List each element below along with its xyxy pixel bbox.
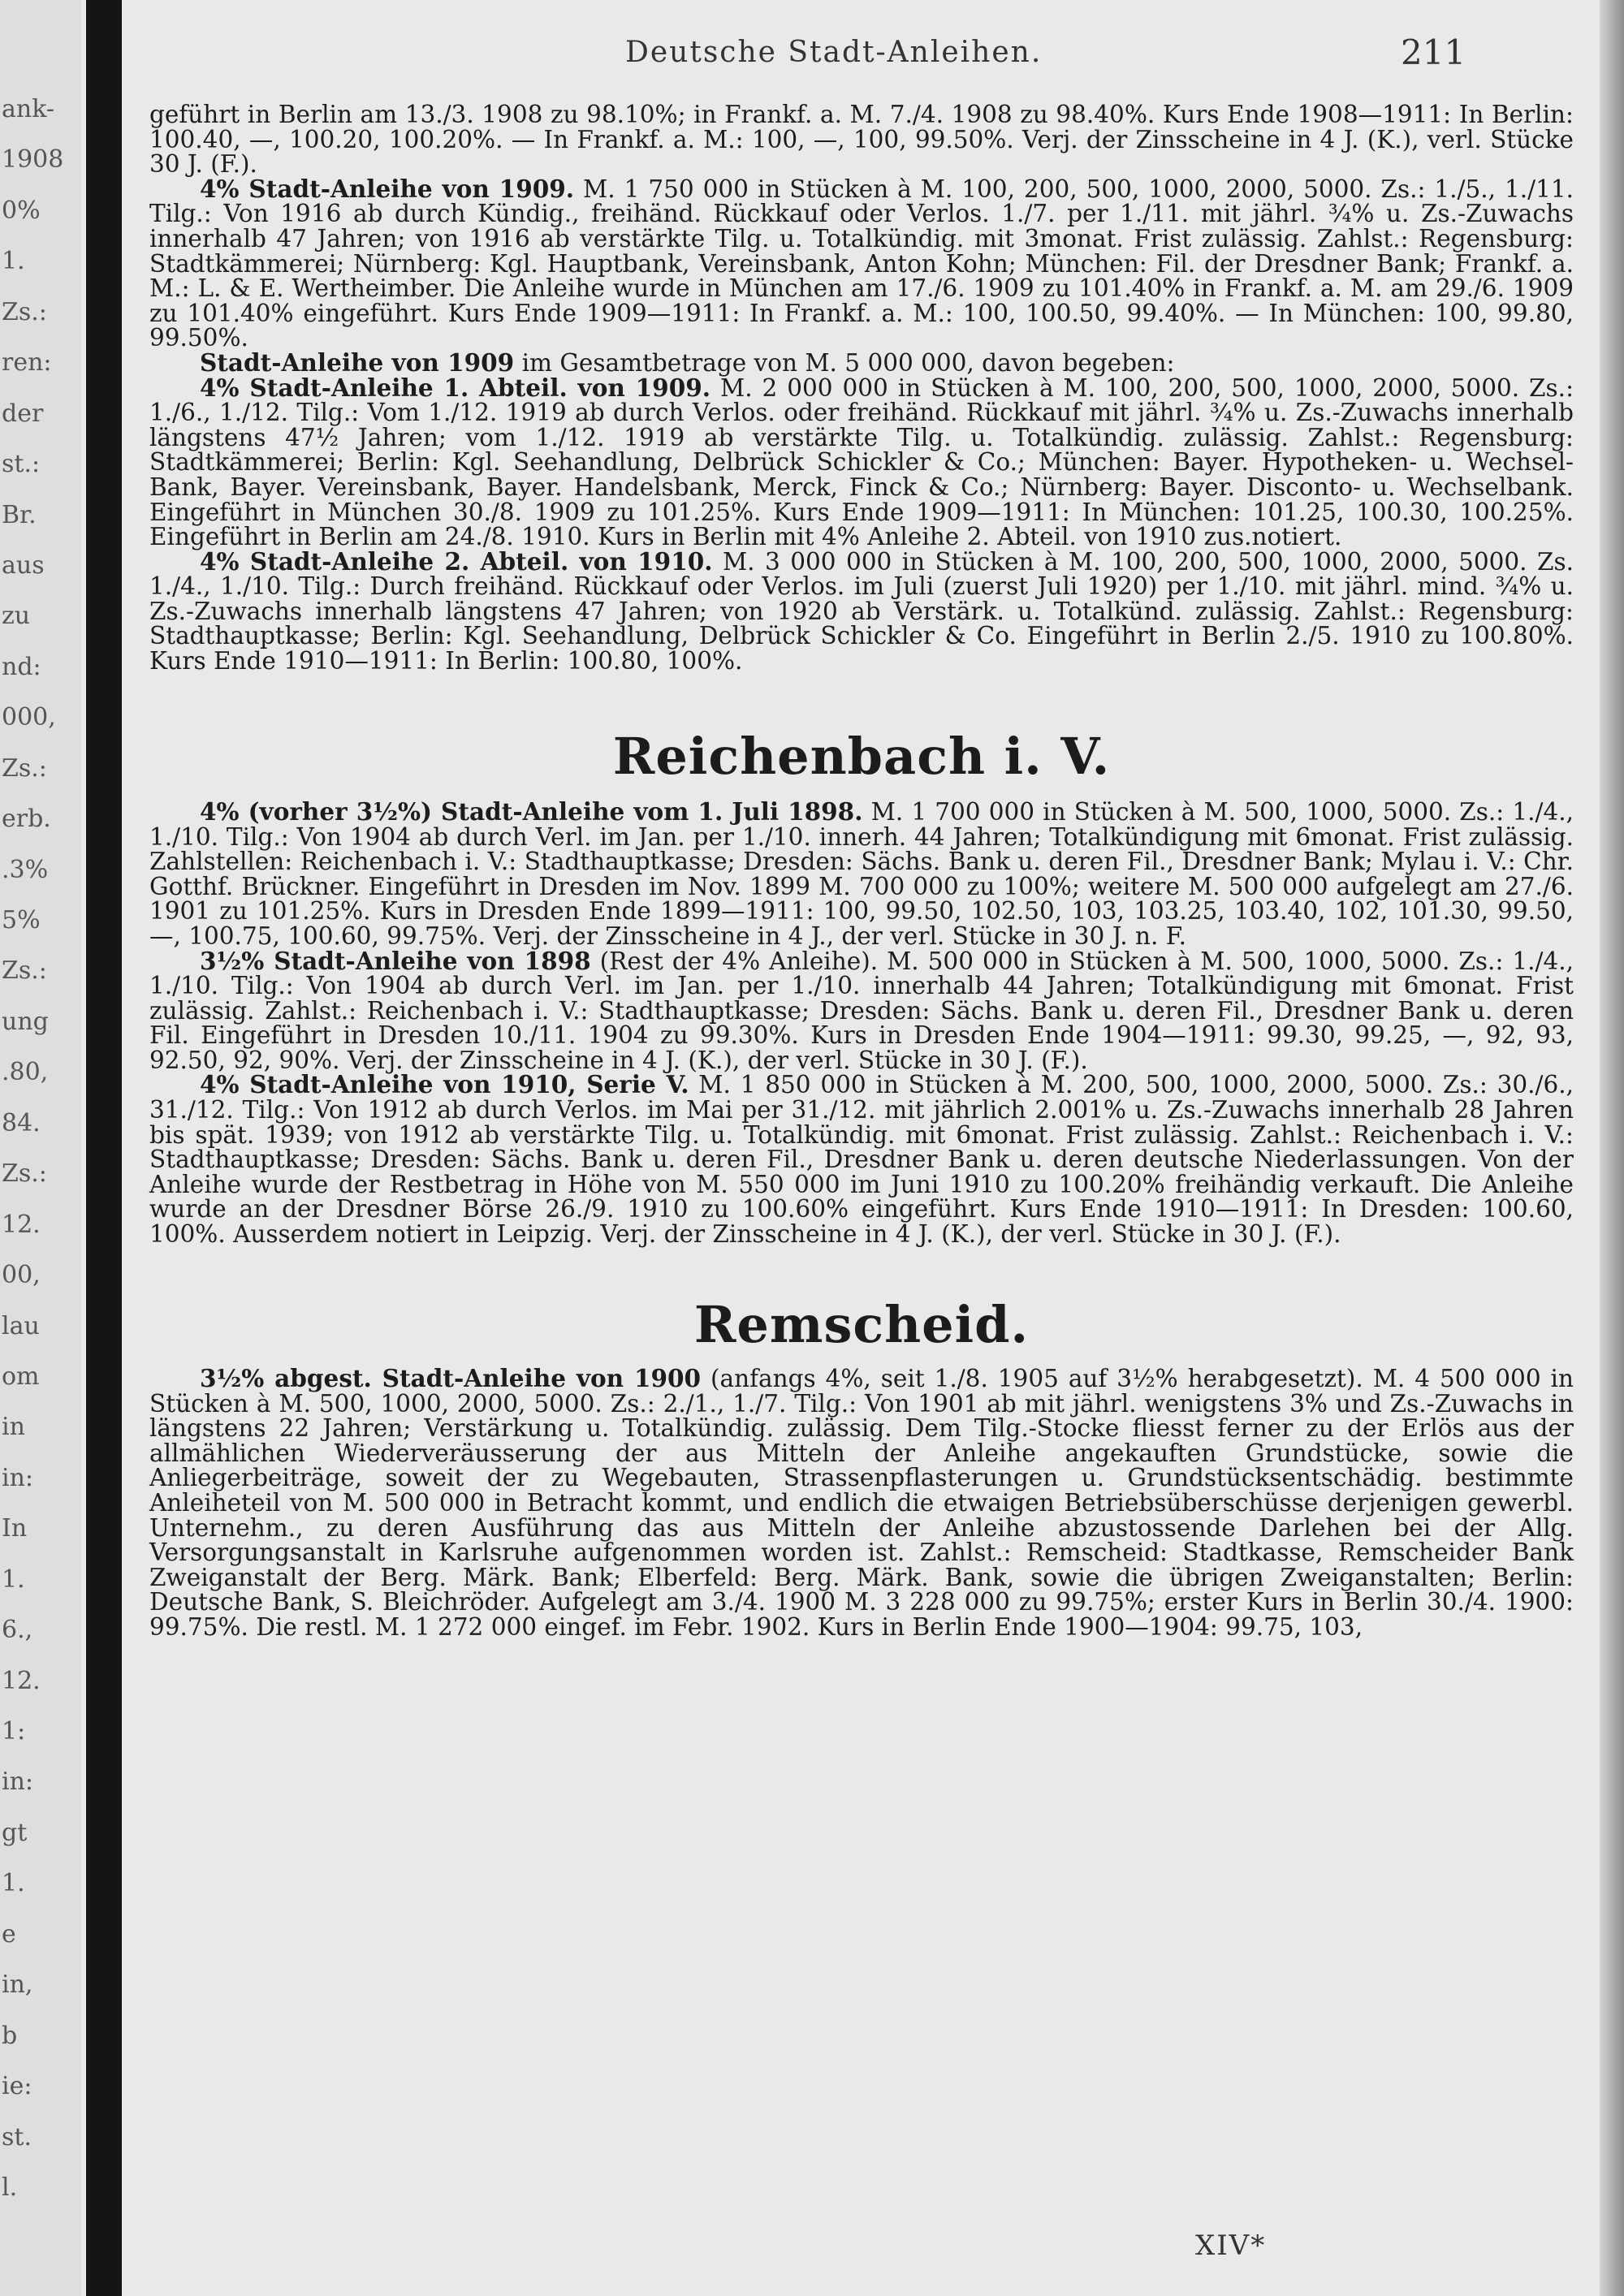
previous-page-fragment: in, [2,1970,33,2000]
previous-page-fragment: 12. [2,1210,41,1239]
continued-entry [149,102,1574,674]
paragraph-lead: 4% Stadt-Anleihe von 1909. [200,174,575,203]
paragraph [149,174,1574,352]
section-heading-reichenbach: Reichenbach i. V. [612,726,1111,786]
section-remscheid [149,1363,1574,1641]
page-number: 211 [1401,32,1466,72]
previous-page-fragment: zu [2,602,31,631]
paragraph-lead: 4% Stadt-Anleihe 1. Abteil. von 1909. [200,373,711,402]
book-spine [86,0,122,2296]
paragraph-lead: Stadt-Anleihe von 1909 [200,347,515,377]
previous-page-fragment: st. [2,2122,32,2151]
previous-page-fragment: Zs.: [2,1159,47,1189]
paragraph [149,347,1574,377]
paragraph-text: M. 1 850 000 in Stücken à M. 200, 500, 1000, 2000, 5000. Zs.: 30./6., 31./12. Tilg.: Von 1912 ab durch Verlos. im Mai per 31./12. mit jährlich 2.001% u. Zs.-Zuwachs innerhalb 28 Jahren bis spät. 1939; von 1912 ab verstärkte Tilg. u. Totalkündig. mit 6monat. Frist zulässig. Zahlst.: Reichenbach i. V.: Stadthauptkasse; Dresden: Sächs. Bank u. deren Fil., Dresdner Bank u. deren deutsche Niederlassungen. Von der Anleihe wurde der Restbetrag in Höhe von M. 550 000 im Juni 1910 zu 100.20% freihändig verkauft. Die Anleihe wurde an der Dresdner Börse 26./9. 1910 zu 100.60% eingeführt. Kurs Ende 1910—1911: In Dresden: 100.60, 100%. Ausserdem notiert in Leipzig. Verj. der Zinsscheine in 4 J. (K.), der verl. Stücke in 30 J. (F.). [149,1071,1574,1249]
page-edge-shadow [1600,0,1624,2296]
previous-page-margin [0,0,81,2296]
running-title: Deutsche Stadt-Anleihen. [625,36,1043,69]
paragraph-lead: 4% (vorher 3½%) Stadt-Anleihe vom 1. Juli 1898. [200,796,863,826]
previous-page-fragment: 00, [2,1261,41,1290]
previous-page-fragment: ren: [2,348,52,378]
previous-page-fragment: 1908 [2,145,64,175]
section-reichenbach [149,796,1574,1249]
previous-page-fragment: in [2,1413,25,1442]
paragraph [149,946,1574,1074]
previous-page-fragment: 5% [2,906,41,935]
paragraph [149,1070,1574,1249]
previous-page-fragment: der [2,399,44,428]
previous-page-fragment: Br. [2,500,37,529]
previous-page-fragment: 0% [2,196,41,225]
previous-page-fragment: st.: [2,450,41,479]
previous-page-fragment: Zs.: [2,753,47,783]
book-page [122,0,1600,2296]
previous-page-fragment: aus [2,550,45,580]
previous-page-fragment: 1. [2,1869,25,1898]
previous-page-fragment: 6., [2,1616,33,1645]
paragraph [149,1363,1574,1641]
previous-page-fragment: 1: [2,1717,26,1746]
paragraph-text: (Rest der 4% Anleihe). M. 500 000 in Stücken à M. 500, 1000, 5000. Zs.: 1./4., 1./10. Tilg.: Von 1904 ab durch Verl. im Jan. per 1./10. innerhalb 44 Jahren; Totalkündigung mit 6monat. Frist zulässig. Zahlst.: Reichenbach i. V.: Stadthauptkasse; Dresden: Sächs. Bank u. deren Fil., Dresdner Bank u. deren Fil. Eingeführt in Dresden 10./11. 1904 zu 99.30%. Kurs in Dresden Ende 1904—1911: 99.30, 99.25, —, 92, 93, 92.50, 92, 90%. Verj. der Zinsscheine in 4 J. (K.), der verl. Stücke in 30 J. (F.). [149,947,1574,1074]
previous-page-fragment: om [2,1362,40,1391]
previous-page-fragment: in: [2,1767,34,1797]
previous-page-fragment: 000, [2,703,56,732]
paragraph-text: M. 1 750 000 in Stücken à M. 100, 200, 500, 1000, 2000, 5000. Zs.: 1./5., 1./11. Tilg.: Von 1916 ab durch Kündig., freihänd. Rückkauf oder Verlos. 1./7. per 1./11. mit jährl. ¾% u. Zs.-Zuwachs innerhalb 47 Jahren; von 1916 ab verstärkte Tilg. u. Totalkündig. mit 3monat. Frist zulässig. Zahlst.: Regensburg: Stadtkämmerei; Nürnberg: Kgl. Hauptbank, Vereinsbank, Anton Kohn; München: Fil. der Dresdner Bank; Frankf. a. M.: L. & E. Wertheimber. Die Anleihe wurde in München am 17./6. 1909 zu 101.40% in Frankf. a. M. am 29./6. 1909 zu 101.40% eingeführt. Kurs Ende 1909—1911: In Frankf. a. M.: 100, 100.50, 99.40%. — In München: 100, 99.80, 99.50%. [149,175,1574,352]
previous-page-fragment: e [2,1919,16,1949]
previous-page-fragment: ank- [2,95,54,123]
previous-page-fragment: .80, [2,1058,49,1087]
previous-page-fragment: b [2,2021,18,2050]
paragraph-text: im Gesamtbetrage von M. 5 000 000, davon begeben: [514,348,1175,377]
previous-page-fragment: 1. [2,1564,25,1594]
paragraph-text: (anfangs 4%, seit 1./8. 1905 auf 3½% herabgesetzt). M. 4 500 000 in Stücken à M. 500, 1000, 2000, 5000. Zs.: 2./1., 1./7. Tilg.: Von 1901 ab mit jährl. wenigstens 3% und Zs.-Zuwachs in längstens 22 Jahren; Verstärkung u. Totalkündig. zulässig. Dem Tilg.-Stocke fliesst ferner zu der Erlös aus der allmählichen Wiederveräusserung der aus Mitteln der Anleihe angekauften Grundstücke, sowie die Anliegerbeiträge, soweit der zu Wegebauten, Strassenpflasterungen u. Grundstücksentschädig. bestimmte Anleiheteil von M. 500 000 in Betracht kommt, und endlich die etwaigen Betriebsüberschüsse derjenigen gewerbl. Unternehm., zu deren Ausführung das aus Mitteln der Anleihe abzustossende Darlehen bei der Allg. Versorgungsanstalt in Karlsruhe aufgenommen worden ist. Zahlst.: Remscheid: Stadtkasse, Remscheider Bank Zweiganstalt der Berg. Märk. Bank; Elberfeld: Berg. Märk. Bank, sowie die übrigen Zweiganstalten; Berlin: Deutsche Bank, S. Bleichröder. Aufgelegt am 3./4. 1900 M. 3 228 000 zu 99.75%; erster Kurs in Berlin 30./4. 1900: 99.75%. Die restl. M. 1 272 000 eingef. im Febr. 1902. Kurs in Berlin Ende 1900—1904: 99.75, 103, [149,1364,1574,1641]
previous-page-fragment: gt [2,1818,28,1847]
previous-page-fragment: lau [2,1311,40,1340]
previous-page-fragment: erb. [2,805,51,834]
previous-page-fragment: ie: [2,2072,32,2101]
sheet-signature: XIV* [1195,2229,1267,2262]
previous-page-fragment: l. [2,2173,18,2202]
paragraph-text: M. 2 000 000 in Stücken à M. 100, 200, 500, 1000, 2000, 5000. Zs.: 1./6., 1./12. Tilg.: Vom 1./12. 1919 ab durch Verlos. oder freihänd. Rückkauf mit jährl. ¾% u. Zs.-Zuwachs innerhalb längstens 47½ Jahren; vom 1./12. 1919 ab verstärkte Tilg. u. Totalkündig. zulässig. Zahlst.: Regensburg: Stadtkämmerei; Berlin: Kgl. Seehandlung, Delbrück Schickler & Co.; München: Bayer. Hypotheken- u. Wechsel-Bank, Bayer. Vereinsbank, Bayer. Handelsbank, Merck, Finck & Co.; Nürnberg: Bayer. Disconto- u. Wechselbank. Eingeführt in München 30./8. 1909 zu 101.25%. Kurs Ende 1909—1911: In München: 101.25, 100.30, 100.25%. Eingeführt in Berlin am 24./8. 1910. Kurs in Berlin mit 4% Anleihe 2. Abteil. von 1910 zus.notiert. [149,373,1574,551]
paragraph-lead: 4% Stadt-Anleihe 2. Abteil. von 1910. [200,546,713,576]
paragraph [149,796,1574,950]
previous-page-fragment: 1. [2,247,25,276]
previous-page-fragment: nd: [2,652,41,681]
previous-page-fragment: 84. [2,1108,41,1137]
paragraph-text: M. 3 000 000 in Stücken à M. 100, 200, 500, 1000, 2000, 5000. Zs. 1./4., 1./10. Tilg.: Durch freihänd. Rückkauf oder Verlos. im Juli (zuerst Juli 1920) per 1./10. mit jährl. mind. ¾% u. Zs.-Zuwachs innerhalb längstens 47 Jahren; von 1920 ab Verstärk. u. Totalkünd. zulässig. Zahlst.: Regensburg: Stadthauptkasse; Berlin: Kgl. Seehandlung, Delbrück Schickler & Co. Eingeführt in Berlin 2./5. 1910 zu 100.80%. Kurs Ende 1910—1911: In Berlin: 100.80, 100%. [149,547,1574,675]
previous-page-fragment: .3% [2,855,49,884]
previous-page-fragment: Zs.: [2,956,47,986]
previous-page-fragment: in: [2,1463,34,1492]
paragraph-lead: 3½% Stadt-Anleihe von 1898 [200,946,591,975]
paragraph-text: geführt in Berlin am 13./3. 1908 zu 98.10%; in Frankf. a. M. 7./4. 1908 zu 98.40%. Kurs Ende 1908—1911: In Berlin: 100.40, —, 100.20, 100.20%. — In Frankf. a. M.: 100, —, 100, 99.50%. Verj. der Zinsscheine in 4 J. (K.), verl. Stücke 30 J. (F.). [149,101,1574,179]
paragraph-lead: 4% Stadt-Anleihe von 1910, Serie V. [200,1070,689,1099]
previous-page-fragment: ung [2,1007,49,1036]
paragraph [149,373,1574,551]
section-heading-remscheid: Remscheid. [693,1294,1030,1354]
page-content [149,102,1574,1639]
previous-page-fragment: 12. [2,1666,41,1695]
previous-page-fragment: Zs.: [2,297,47,326]
paragraph [149,546,1574,675]
previous-page-fragment: In [2,1514,28,1543]
paragraph-lead: 3½% abgest. Stadt-Anleihe von 1900 [200,1363,702,1392]
paragraph-text: M. 1 700 000 in Stücken à M. 500, 1000, 5000. Zs.: 1./4., 1./10. Tilg.: Von 1904 ab durch Verl. im Jan. per 1./10. innerh. 44 Jahren; Totalkündigung mit 6monat. Frist zulässig. Zahlstellen: Reichenbach i. V.: Stadthauptkasse; Dresden: Sächs. Bank u. deren Fil., Dresdner Bank; Mylau i. V.: Chr. Gotthf. Brückner. Eingeführt in Dresden im Nov. 1899 M. 700 000 zu 100%; weitere M. 500 000 aufgelegt am 27./6. 1901 zu 101.25%. Kurs in Dresden Ende 1899—1911: 100, 99.50, 102.50, 103, 103.25, 103.40, 102, 101.30, 99.50, —, 100.75, 100.60, 99.75%. Verj. der Zinsscheine in 4 J., der verl. Stücke in 30 J. n. F. [149,797,1574,950]
paragraph [149,102,1574,177]
